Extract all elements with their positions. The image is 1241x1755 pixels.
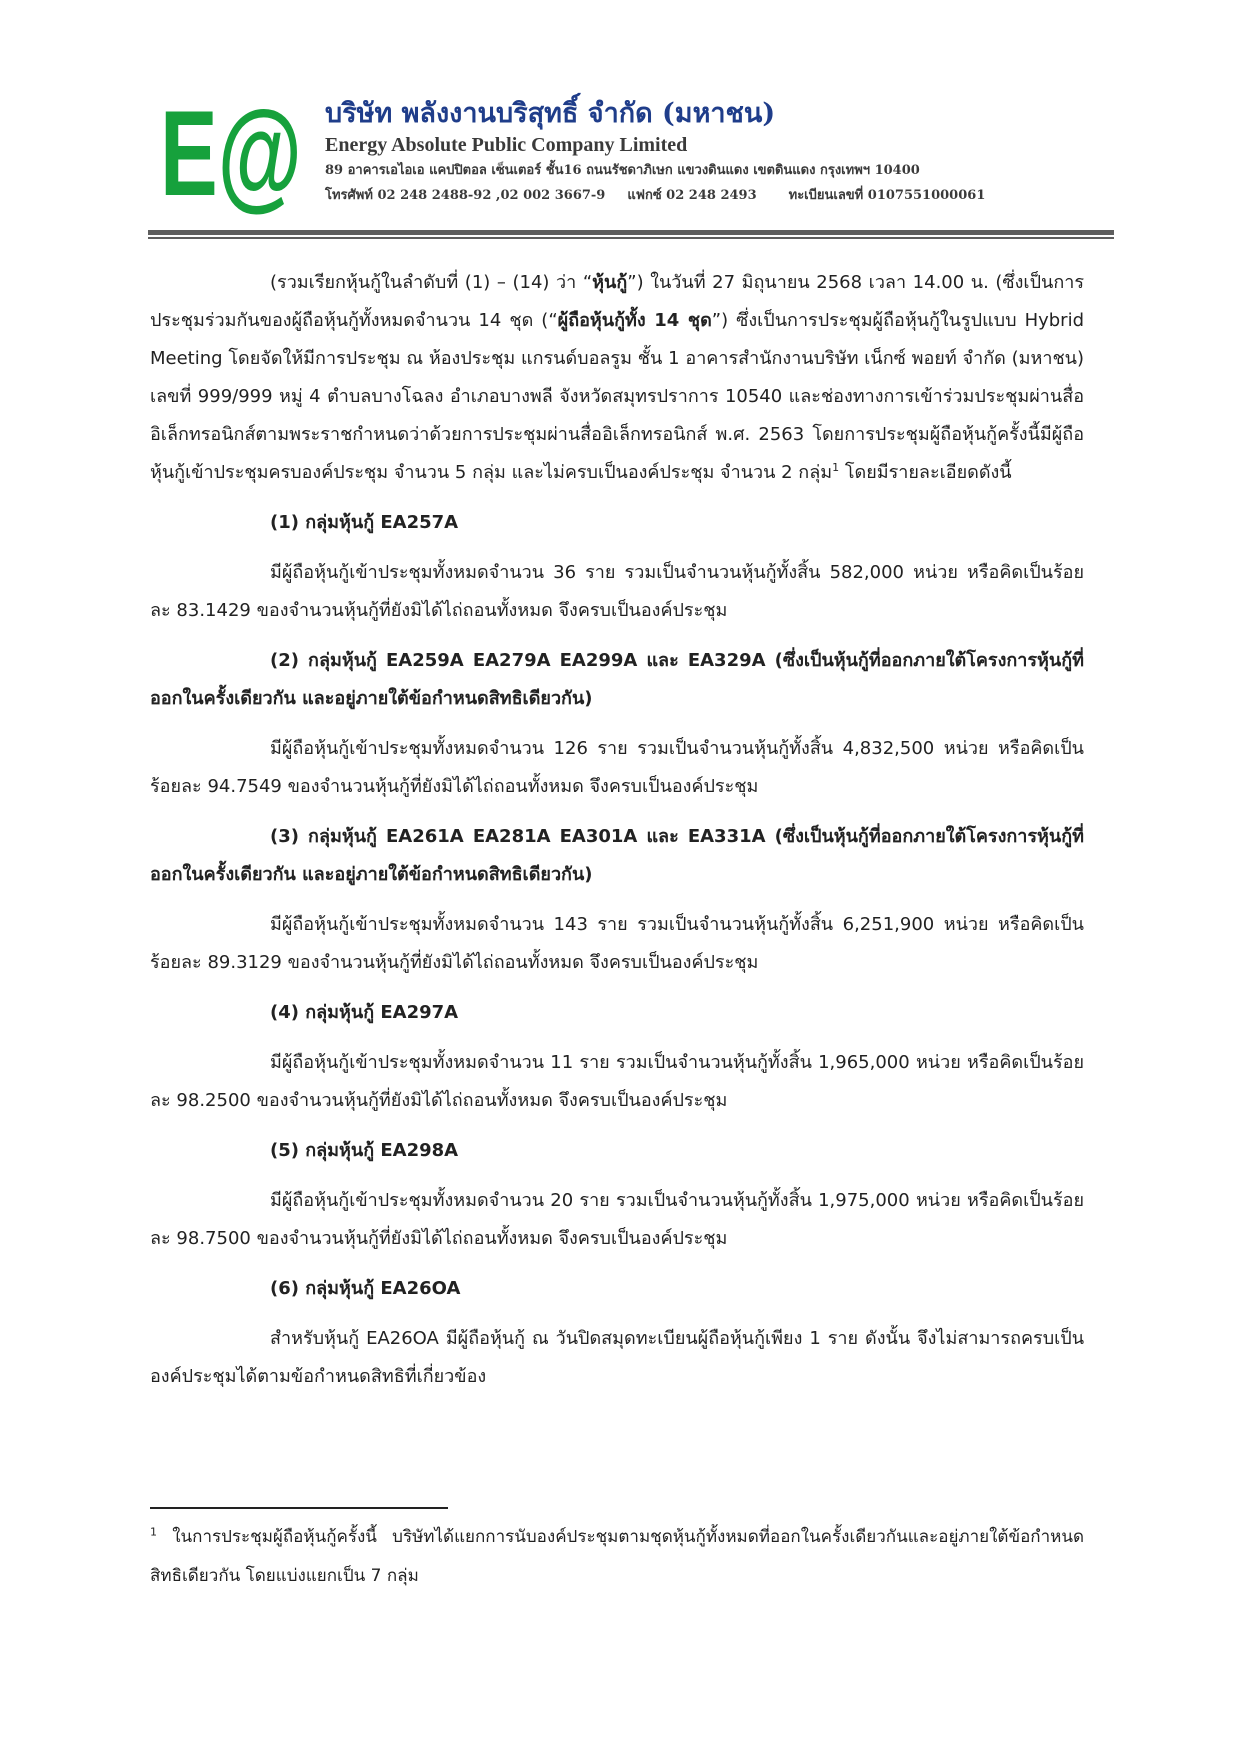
group-heading: (1) กลุ่มหุ้นกู้ EA257A <box>270 512 459 533</box>
term-debentures: หุ้นกู้ <box>592 272 628 293</box>
company-phone: โทรศัพท์ 02 248 2488-92 ,02 002 3667-9 <box>325 188 606 203</box>
group-heading: (2) กลุ่มหุ้นกู้ EA259A EA279A EA299A และ EA329A (ซึ่งเป็นหุ้นกู้ที่ออกภายใต้โครงการหุ้นกู้ที่ออกในครั้งเดียวกัน และอยู่ภายใต้ข้อกำหนดสิทธิเดียวกัน) <box>150 650 1084 709</box>
company-contact-line <box>325 183 1145 208</box>
footnote-separator <box>150 1507 448 1509</box>
company-registration: ทะเบียนเลขที่ 0107551000061 <box>788 188 986 203</box>
group-heading: (4) กลุ่มหุ้นกู้ EA297A <box>270 1002 459 1023</box>
header-rule-thin <box>148 237 1114 239</box>
group-body: มีผู้ถือหุ้นกู้เข้าประชุมทั้งหมดจำนวน 143 ราย รวมเป็นจำนวนหุ้นกู้ทั้งสิ้น 6,251,900 หน่วย หรือคิดเป็นร้อยละ 89.3129 ของจำนวนหุ้นกู้ที่ยังมิได้ไถ่ถอนทั้งหมด จึงครบเป็นองค์ประชุม <box>150 914 1084 973</box>
group-body: มีผู้ถือหุ้นกู้เข้าประชุมทั้งหมดจำนวน 126 ราย รวมเป็นจำนวนหุ้นกู้ทั้งสิ้น 4,832,500 หน่วย หรือคิดเป็นร้อยละ 94.7549 ของจำนวนหุ้นกู้ที่ยังมิได้ไถ่ถอนทั้งหมด จึงครบเป็นองค์ประชุม <box>150 738 1084 797</box>
document-body <box>150 264 1084 1396</box>
company-address: 89 อาคารเอไอเอ แคปปิตอล เซ็นเตอร์ ชั้น16 ถนนรัชดาภิเษก แขวงดินแดง เขตดินแดง กรุงเทพฯ 10400 <box>325 163 920 178</box>
group-heading: (5) กลุ่มหุ้นกู้ EA298A <box>270 1140 459 1161</box>
header-rule <box>148 230 1114 235</box>
group-body: มีผู้ถือหุ้นกู้เข้าประชุมทั้งหมดจำนวน 11 ราย รวมเป็นจำนวนหุ้นกู้ทั้งสิ้น 1,965,000 หน่วย หรือคิดเป็นร้อยละ 98.2500 ของจำนวนหุ้นกู้ที่ยังมิได้ไถ่ถอนทั้งหมด จึงครบเป็นองค์ประชุม <box>150 1052 1084 1111</box>
footnote-reference[interactable]: 1 <box>832 461 840 474</box>
footnote-text: ในการประชุมผู้ถือหุ้นกู้ครั้งนี้ บริษัทได้แยกการนับองค์ประชุมตามชุดหุ้นกู้ทั้งหมดที่ออกในครั้งเดียวกันและอยู่ภายใต้ข้อกำหนดสิทธิเดียวกัน โดยแบ่งแยกเป็น 7 กลุ่ม <box>150 1527 1084 1586</box>
letterhead <box>325 96 1145 208</box>
intro-paragraph: (รวมเรียกหุ้นกู้ในลำดับที่ (1) – (14) ว่า “หุ้นกู้”) ในวันที่ 27 มิถุนายน 2568 เวลา 14.00 น. (ซึ่งเป็นการประชุมร่วมกันของผู้ถือหุ้นกู้ทั้งหมดจำนวน 14 ชุด (“ผู้ถือหุ้นกู้ทั้ง 14 ชุด”) ซึ่งเป็นการประชุมผู้ถือหุ้นกู้ในรูปแบบ Hybrid Meeting โดยจัดให้มีการประชุม ณ ห้องประชุม แกรนด์บอลรูม ชั้น 1 อาคารสำนักงานบริษัท เน็กซ์ พอยท์ จำกัด (มหาชน) เลขที่ 999/999 หมู่ 4 ตำบลบางโฉลง อำเภอบางพลี จังหวัดสมุทรปราการ 10540 และช่องทางการเข้าร่วมประชุมผ่านสื่ออิเล็กทรอนิกส์ตามพระราชกำหนดว่าด้วยการประชุมผ่านสื่ออิเล็กทรอนิกส์ พ.ศ. 2563 โดยการประชุมผู้ถือหุ้นกู้ครั้งนี้มีผู้ถือหุ้นกู้เข้าประชุมครบองค์ประชุม จำนวน 5 กลุ่ม และไม่ครบเป็นองค์ประชุม จำนวน 2 กลุ่ม$^1$ โดยมีรายละเอียดดังนี้ <box>150 272 1085 483</box>
group-heading: (3) กลุ่มหุ้นกู้ EA261A EA281A EA301A และ EA331A (ซึ่งเป็นหุ้นกู้ที่ออกภายใต้โครงการหุ้นกู้ที่ออกในครั้งเดียวกัน และอยู่ภายใต้ข้อกำหนดสิทธิเดียวกัน) <box>150 826 1084 885</box>
term-holders-14-series: ผู้ถือหุ้นกู้ทั้ง 14 ชุด <box>557 310 712 331</box>
company-name-english: Energy Absolute Public Company Limited <box>325 134 688 156</box>
group-body: มีผู้ถือหุ้นกู้เข้าประชุมทั้งหมดจำนวน 36 ราย รวมเป็นจำนวนหุ้นกู้ทั้งสิ้น 582,000 หน่วย หรือคิดเป็นร้อยละ 83.1429 ของจำนวนหุ้นกู้ที่ยังมิได้ไถ่ถอนทั้งหมด จึงครบเป็นองค์ประชุม <box>150 562 1084 621</box>
company-name-thai: บริษัท พลังงานบริสุทธิ์ จำกัด (มหาชน) <box>325 98 776 129</box>
svg-text:E@: E@ <box>160 85 302 221</box>
group-body: สำหรับหุ้นกู้ EA26OA มีผู้ถือหุ้นกู้ ณ วันปิดสมุดทะเบียนผู้ถือหุ้นกู้เพียง 1 ราย ดังนั้น จึงไม่สามารถครบเป็นองค์ประชุมได้ตามข้อกำหนดสิทธิที่เกี่ยวข้อง <box>150 1328 1084 1387</box>
company-logo <box>160 85 302 221</box>
footnote-marker: 1 <box>150 1525 157 1539</box>
footnote <box>150 1518 1084 1596</box>
group-body: มีผู้ถือหุ้นกู้เข้าประชุมทั้งหมดจำนวน 20 ราย รวมเป็นจำนวนหุ้นกู้ทั้งสิ้น 1,975,000 หน่วย หรือคิดเป็นร้อยละ 98.7500 ของจำนวนหุ้นกู้ที่ยังมิได้ไถ่ถอนทั้งหมด จึงครบเป็นองค์ประชุม <box>150 1190 1084 1249</box>
company-fax: แฟกซ์ 02 248 2493 <box>627 188 757 203</box>
group-heading: (6) กลุ่มหุ้นกู้ EA26OA <box>270 1278 461 1299</box>
